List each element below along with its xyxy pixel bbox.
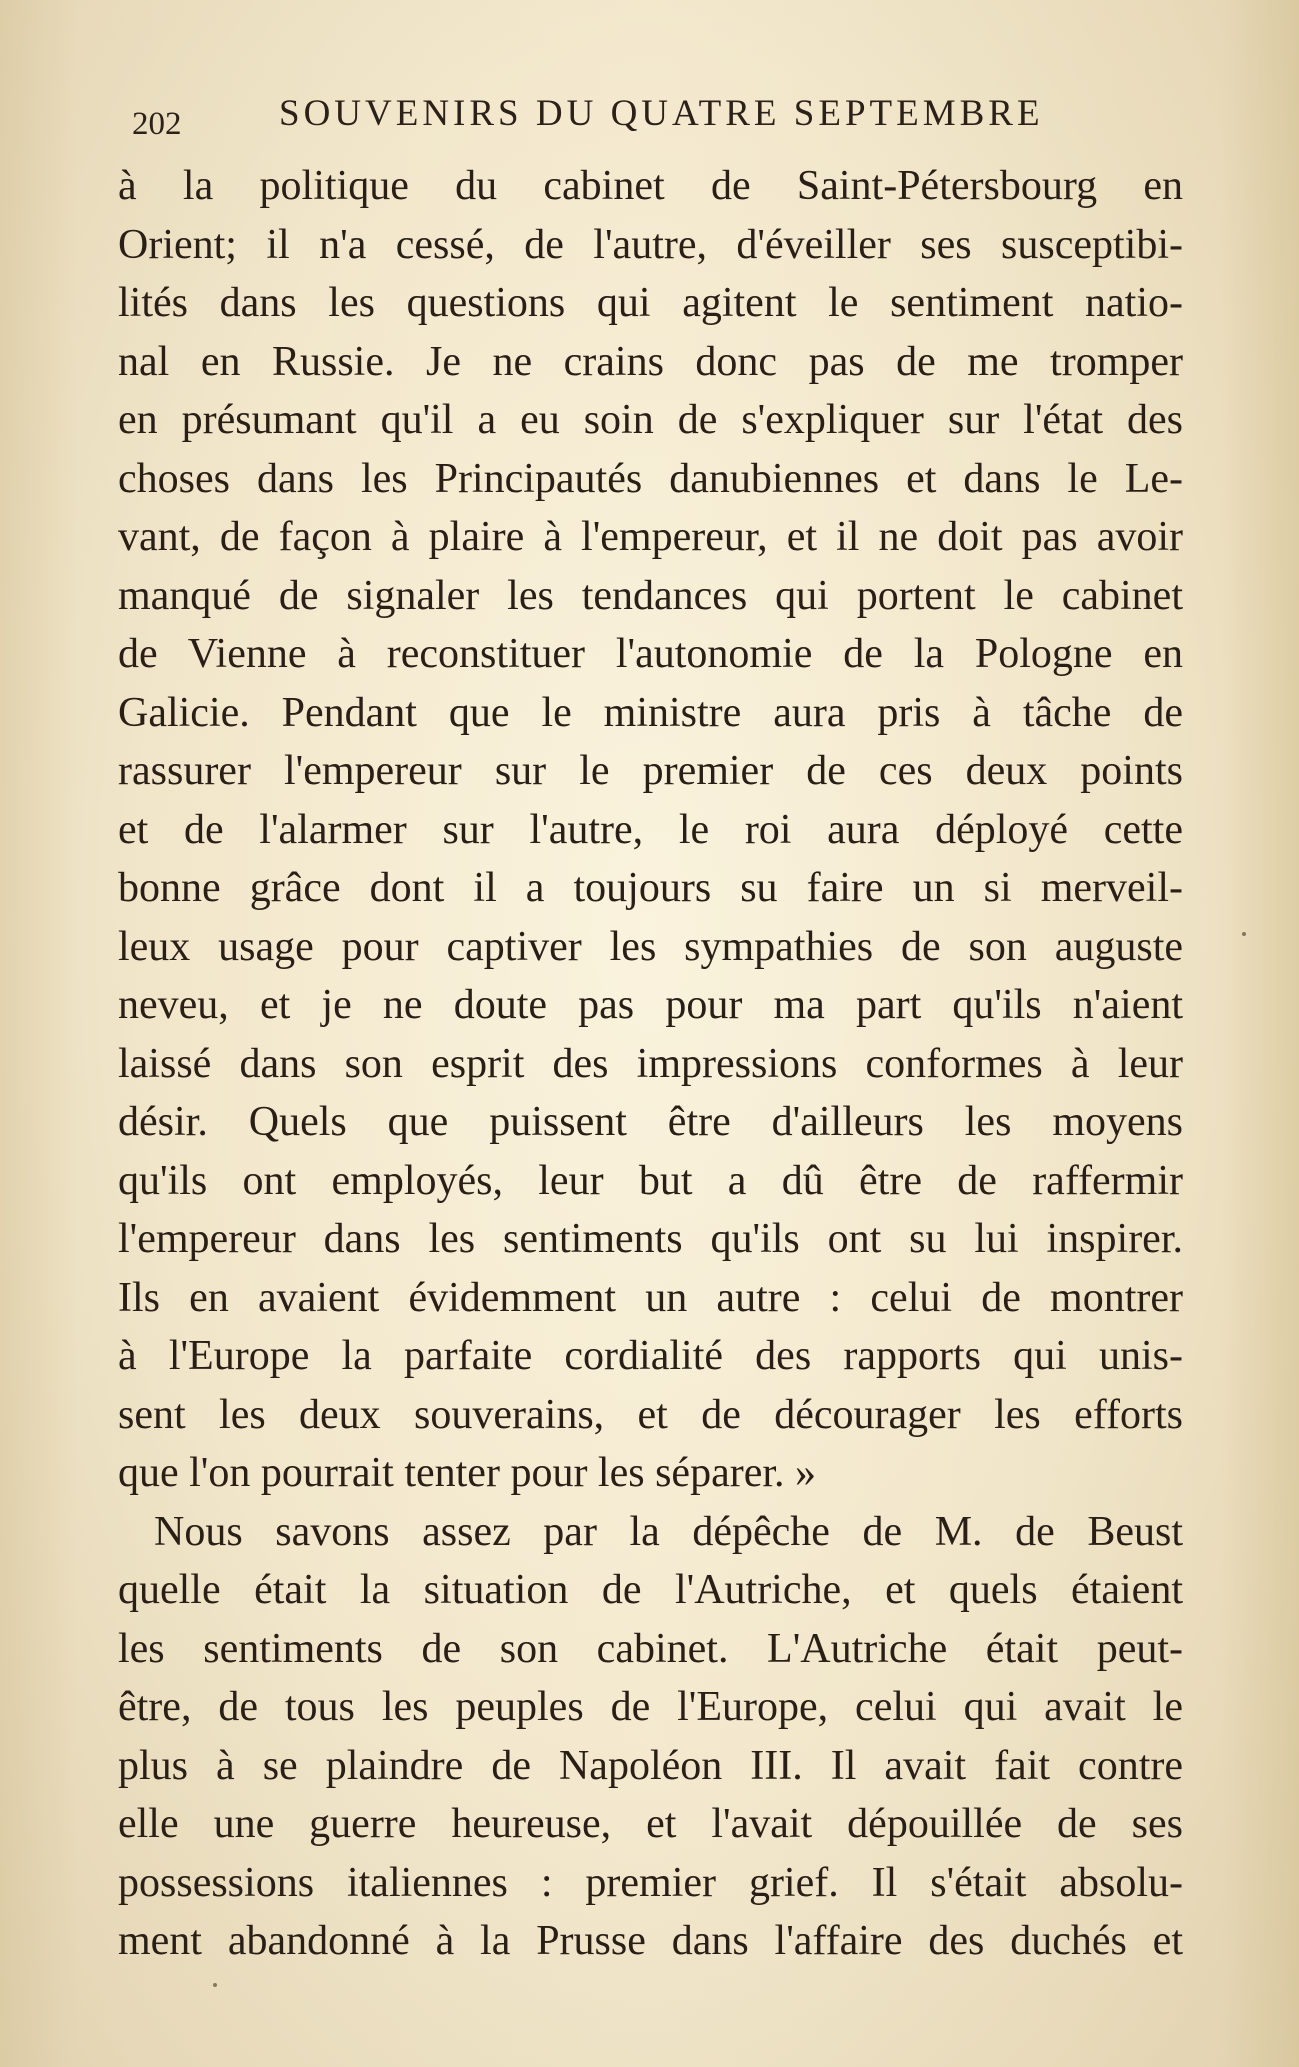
text-line: à la politique du cabinet de Saint-Pétersbourg en [118,163,1183,209]
page-header [132,92,1044,152]
text-line: Nous savons assez par la dépêche de M. de Beust [154,1508,1183,1555]
text-line: de Vienne à reconstituer l'autonomie de la Pologne en [118,631,1183,677]
text-line: plus à se plaindre de Napoléon III. Il avait fait contre [118,1742,1183,1789]
text-line: possessions italiennes : premier grief. Il s'était absolu- [118,1859,1183,1906]
text-line: Orient; il n'a cessé, de l'autre, d'éveiller ses susceptibi- [118,221,1183,268]
paper-speck [213,1983,217,1987]
text-line: quelle était la situation de l'Autriche, et quels étaient [118,1567,1183,1613]
text-line: lités dans les questions qui agitent le sentiment natio- [118,280,1183,326]
page-number: 202 [132,106,182,142]
text-line: et de l'alarmer sur l'autre, le roi aura déployé cette [118,806,1183,853]
text-line: à l'Europe la parfaite cordialité des rapports qui unis- [118,1333,1183,1379]
text-line: être, de tous les peuples de l'Europe, celui qui avait le [118,1684,1183,1730]
text-line: les sentiments de son cabinet. L'Autriche était peut- [118,1625,1183,1672]
text-line: elle une guerre heureuse, et l'avait dépouillée de ses [118,1801,1183,1847]
text-line: Ils en avaient évidemment un autre : celui de montrer [118,1274,1183,1321]
text-line: ment abandonné à la Prusse dans l'affaire des duchés et [118,1918,1183,1964]
text-line: bonne grâce dont il a toujours su faire un si merveil- [118,865,1183,911]
text-line: qu'ils ont employés, leur but a dû être de raffermir [118,1157,1183,1204]
text-line: choses dans les Principautés danubiennes et dans le Le- [118,455,1183,502]
text-line: désir. Quels que puissent être d'ailleurs les moyens [118,1099,1183,1145]
text-line: Galicie. Pendant que le ministre aura pris à tâche de [118,689,1183,736]
text-line: sent les deux souverains, et de décourager les efforts [118,1391,1183,1438]
text-line: leux usage pour captiver les sympathies de son auguste [118,923,1183,970]
text-line: laissé dans son esprit des impressions conformes à leur [118,1040,1183,1087]
text-line: en présumant qu'il a eu soin de s'expliquer sur l'état des [118,397,1183,443]
text-line: vant, de façon à plaire à l'empereur, et il ne doit pas avoir [118,514,1183,560]
text-line: manqué de signaler les tendances qui portent le cabinet [118,572,1183,619]
text-line: neveu, et je ne doute pas pour ma part qu'ils n'aient [118,982,1183,1028]
text-line: l'empereur dans les sentiments qu'ils ont su lui inspirer. [118,1216,1183,1262]
paper-speck [1242,932,1246,936]
text-line: que l'on pourrait tenter pour les séparer. » [118,1450,817,1496]
text-line: nal en Russie. Je ne crains donc pas de me tromper [118,338,1183,385]
text-line: rassurer l'empereur sur le premier de ces deux points [118,748,1183,794]
running-head: SOUVENIRS DU QUATRE SEPTEMBRE [279,93,1044,134]
body-text [118,157,1183,1971]
